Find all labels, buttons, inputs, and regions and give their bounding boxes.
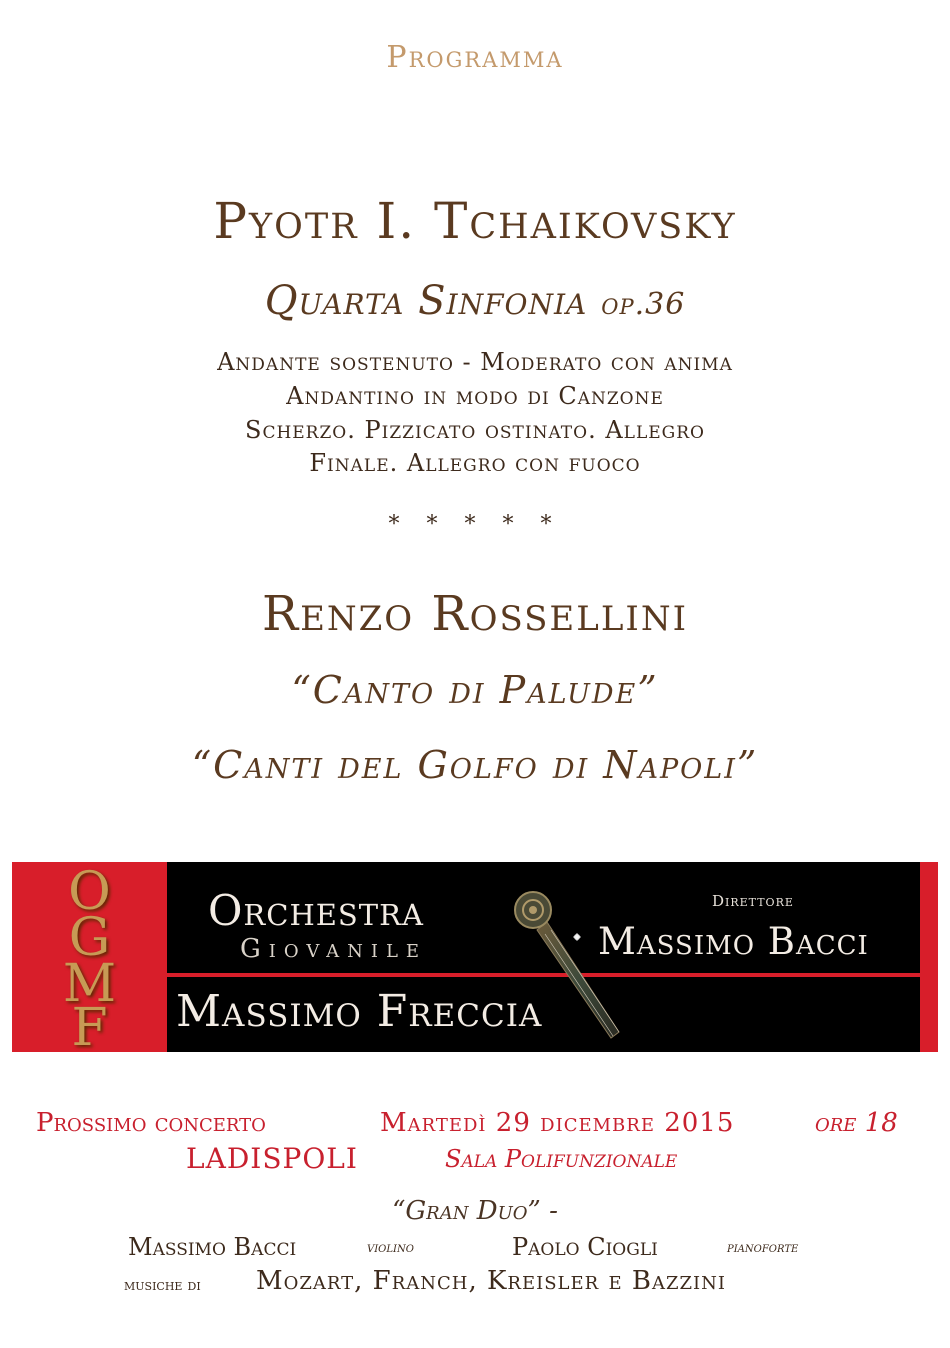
next-concert-label: Prossimo concerto bbox=[36, 1108, 266, 1138]
work-title: Quarta Sinfonia bbox=[264, 278, 588, 324]
logo-letter: M bbox=[62, 954, 117, 1014]
music-list: Mozart, Franch, Kreisler e Bazzini bbox=[256, 1266, 726, 1296]
director-label: Direttore bbox=[712, 892, 794, 910]
composer-rossellini: Renzo Rossellini bbox=[261, 586, 689, 642]
work-title-canti: “Canti del Golfo di Napoli” bbox=[191, 743, 759, 787]
next-concert-time: ore 18 bbox=[815, 1108, 898, 1138]
next-concert-city: LADISPOLI bbox=[186, 1142, 358, 1175]
logo-letter: G bbox=[68, 908, 111, 968]
next-concert-date: Martedì 29 dicembre 2015 bbox=[380, 1108, 735, 1138]
banner-red-edge bbox=[920, 862, 938, 1052]
next-concert-venue: Sala Polifunzionale bbox=[445, 1145, 678, 1173]
movement-item: Andante sostenuto - Moderato con anima bbox=[217, 348, 733, 376]
section-separator: * * * * * bbox=[388, 512, 562, 537]
movement-item: Andantino in modo di Canzone bbox=[286, 382, 664, 410]
orchestra-line2: Giovanile bbox=[240, 934, 428, 964]
performer-role: pianoforte bbox=[727, 1240, 799, 1256]
orchestra-name: Massimo Freccia bbox=[176, 986, 543, 1037]
director-name: Massimo Bacci bbox=[598, 920, 869, 963]
performer-name: Massimo Bacci bbox=[128, 1233, 297, 1261]
orchestra-banner bbox=[12, 862, 938, 1058]
orchestra-line1: Orchestra bbox=[208, 886, 424, 935]
logo-letter: F bbox=[71, 998, 108, 1058]
music-label: musiche di bbox=[124, 1275, 201, 1294]
movement-item: Scherzo. Pizzicato ostinato. Allegro bbox=[245, 416, 705, 444]
concert-title: “Gran Duo” - bbox=[392, 1196, 558, 1226]
violin-scroll-icon bbox=[507, 882, 637, 1047]
logo-letter: O bbox=[68, 862, 111, 922]
performer-role: violino bbox=[367, 1240, 414, 1256]
movement-item: Finale. Allegro con fuoco bbox=[309, 449, 641, 477]
work-title-symphony bbox=[0, 278, 950, 324]
performer-name: Paolo Ciogli bbox=[512, 1233, 658, 1261]
composer-tchaikovsky: Pyotr I. Tchaikovsky bbox=[213, 192, 737, 250]
work-title-canto: “Canto di Palude” bbox=[291, 668, 659, 712]
program-heading: Programma bbox=[386, 40, 564, 75]
opus-number: op.36 bbox=[601, 287, 686, 322]
